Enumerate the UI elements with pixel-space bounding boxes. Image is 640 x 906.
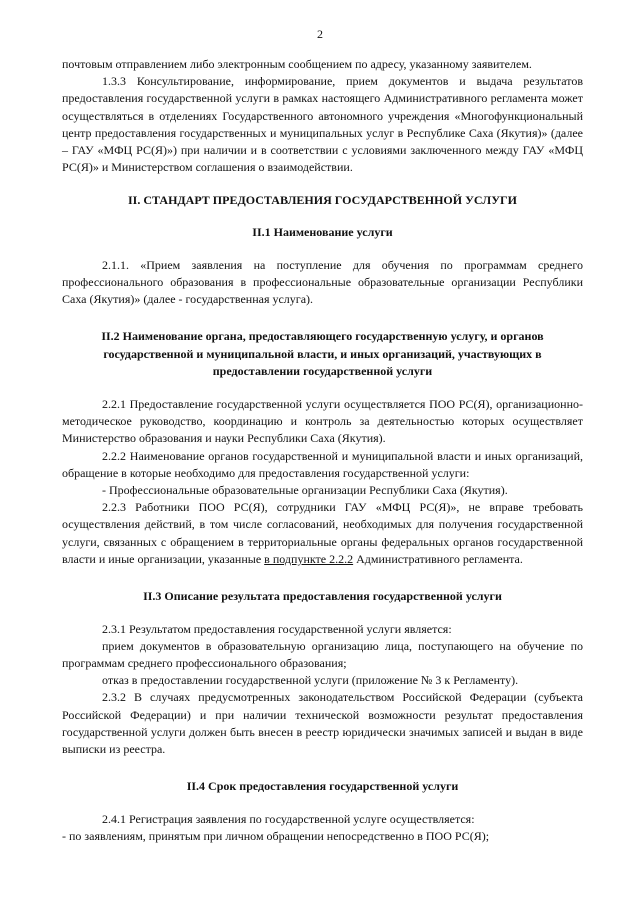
page-number: 2 (317, 27, 323, 41)
paragraph-2-2-1: 2.2.1 Предоставление государственной услуги осуществляется ПОО РС(Я), организационно-методическое руководство, координацию и контроль за деятельностью которых осуществляет Министерство образования и науки Республики Саха (Якутия). (62, 397, 583, 446)
section-2-1-heading: II.1 Наименование услуги (252, 225, 393, 240)
paragraph-2-3-1: 2.3.1 Результатом предоставления государственной услуги является: (102, 621, 452, 636)
subclause-2-2-2-link[interactable]: в подпункте 2.2.2 (264, 551, 354, 566)
section-2-4-heading: II.4 Срок предоставления государственной услуги (186, 779, 459, 794)
paragraph-2-2-3-tail: Административного регламента. (353, 551, 523, 566)
paragraph-2-3-1-item-2: отказ в предоставлении государственной услуги (приложение № 3 к Регламенту). (102, 673, 519, 688)
section-2-2-heading: II.2 Наименование органа, предоставляющего государственную услугу, и органов государственной и муниципальной власти, и иных организаций, участвующих в предоставлении государственной услуги (101, 329, 544, 379)
section-2-heading: II. СТАНДАРТ ПРЕДОСТАВЛЕНИЯ ГОСУДАРСТВЕННОЙ УСЛУГИ (127, 193, 517, 208)
paragraph-2-2-2-item: - Профессиональные образовательные организации Республики Саха (Якутия). (102, 483, 508, 498)
paragraph-2-4-1: 2.4.1 Регистрация заявления по государственной услуге осуществляется: (102, 811, 475, 826)
paragraph-1-3-3: 1.3.3 Консультирование, информирование, прием документов и выдача результатов предоставления государственной услуги в рамках настоящего Административного регламента может осуществляться в отделениях Государственного автономного учреждения «Многофункциональный центр предоставления государственных и муниципальных услуг в Республике Саха (Якутия)» (далее – ГАУ «МФЦ РС(Я)») при наличии и в соответствии с условиями заключенного между ГАУ «МФЦ РС(Я)» и Министерством соглашения о взаимодействии. (62, 74, 583, 175)
paragraph-2-2-2: 2.2.2 Наименование органов государственной и муниципальной власти и иных организаций, обращение в которые необходимо для предоставления государственной услуги: (62, 448, 583, 480)
paragraph-intro-1: почтовым отправлением либо электронным сообщением по адресу, указанному заявителем. (62, 57, 532, 71)
section-2-3-heading: II.3 Описание результата предоставления государственной услуги (143, 589, 502, 604)
paragraph-2-2-3-text: 2.2.3 Работники ПОО РС(Я), сотрудники ГАУ «МФЦ РС(Я)», не вправе требовать осуществления действий, в том числе согласований, необходимых для получения государственной услуги, связанных с обращением в территориальные органы федеральных органов государственной власти и иные организации, указанные (62, 500, 583, 566)
paragraph-2-2-3 (62, 499, 583, 568)
paragraph-2-4-1-item: - по заявлениям, принятым при личном обращении непосредственно в ПОО РС(Я); (62, 829, 490, 844)
paragraph-2-3-1-item-1: прием документов в образовательную организацию лица, поступающего на обучение по программам среднего профессионального образования; (62, 638, 583, 671)
paragraph-2-3-2: 2.3.2 В случаях предусмотренных законодательством Российской Федерации (субъекта Российской Федерации) и при наличии технической возможности результат предоставления государственной услуги должен быть внесен в реестр юридически значимых записей и выдан в виде выписки из реестра. (62, 690, 583, 757)
paragraph-2-1-1: 2.1.1. «Прием заявления на поступление для обучения по программам среднего профессионального образования в профессиональные образовательные организации Республики Саха (Якутия)» (далее - государственная услуга). (62, 257, 583, 307)
page-content (62, 56, 583, 845)
